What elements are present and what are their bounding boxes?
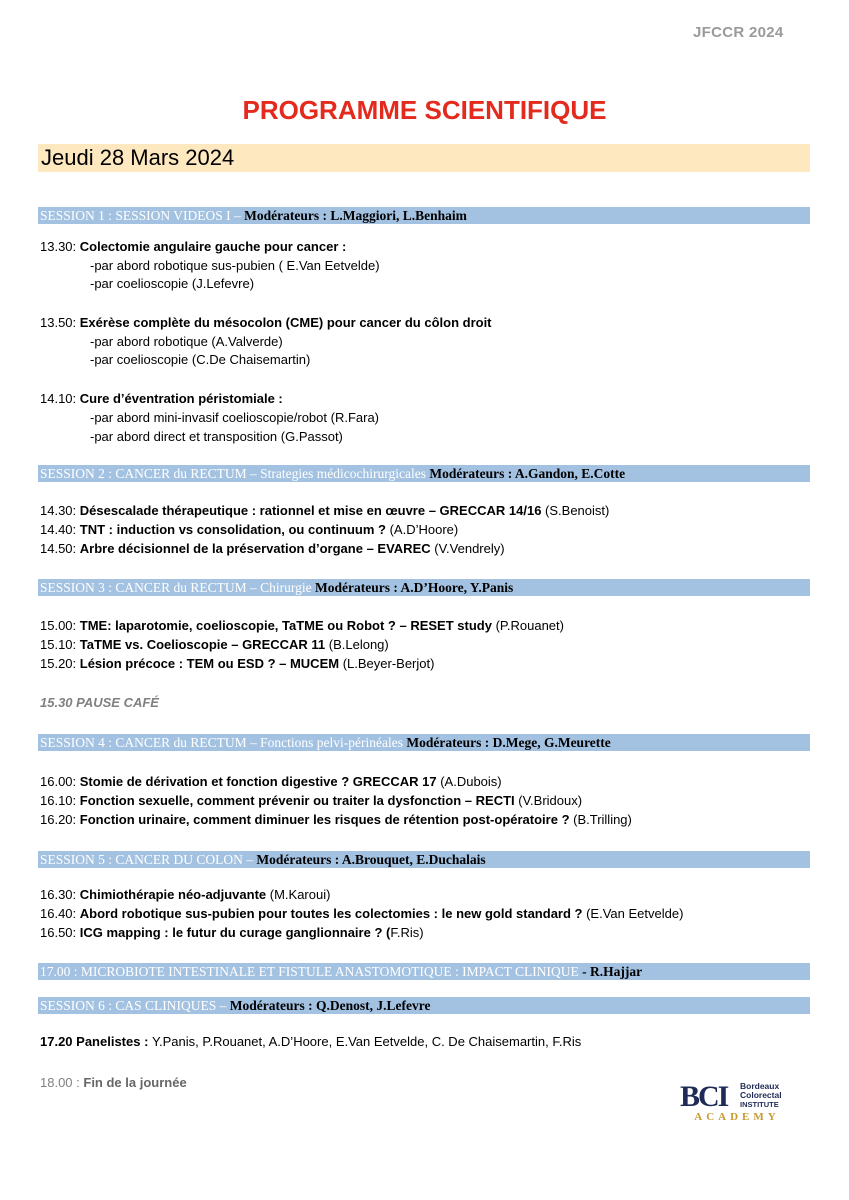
program-item xyxy=(40,239,346,255)
item-speaker: (P.Rouanet) xyxy=(495,618,564,633)
item-speaker: (A.D’Hoore) xyxy=(389,522,459,537)
item-speaker: (L.Beyer-Berjot) xyxy=(342,656,435,671)
program-item xyxy=(40,656,434,672)
date-text: Jeudi 28 Mars 2024 xyxy=(41,145,235,170)
session-label: SESSION 6 : CAS CLINIQUES – xyxy=(40,998,230,1013)
item-title: Colectomie angulaire gauche pour cancer : xyxy=(79,239,347,254)
item-title: TME: laparotomie, coelioscopie, TaTME ou Robot ? – RESET study xyxy=(79,618,496,633)
item-time: 16.20: xyxy=(40,812,80,827)
session-header-4 xyxy=(38,734,810,751)
program-item xyxy=(40,925,424,941)
session-label: SESSION 4 : CANCER du RECTUM – Fonctions pelvi-périnéales xyxy=(40,735,407,750)
panel-lead: 17.20 Panelistes : xyxy=(40,1034,153,1049)
item-title: TaTME vs. Coelioscopie – GRECCAR 11 xyxy=(79,637,329,652)
coffee-break: 15.30 PAUSE CAFÉ xyxy=(40,695,159,710)
logo-line: INSTITUTE xyxy=(740,1100,779,1109)
program-item xyxy=(40,793,582,809)
page-title: PROGRAMME SCIENTIFIQUE xyxy=(242,95,607,125)
session-header-1 xyxy=(38,207,810,224)
program-item xyxy=(40,315,492,331)
item-time: 15.20: xyxy=(40,656,80,671)
date-banner xyxy=(38,144,810,172)
item-speaker: F.Ris) xyxy=(390,925,424,940)
item-time: 14.40: xyxy=(40,522,80,537)
session-label: SESSION 3 : CANCER du RECTUM – Chirurgie xyxy=(40,580,316,595)
session-label: SESSION 2 : CANCER du RECTUM – Strategies médicochirurgicales xyxy=(40,466,430,481)
program-item xyxy=(40,887,330,903)
item-speaker: (A.Dubois) xyxy=(440,774,502,789)
item-title: Arbre décisionnel de la préservation d’organe – EVAREC xyxy=(79,541,435,556)
item-title: Chimiothérapie néo-adjuvante xyxy=(79,887,270,902)
item-title: Désescalade thérapeutique : rationnel et mise en œuvre – GRECCAR 14/16 xyxy=(79,503,546,518)
item-title: Lésion précoce : TEM ou ESD ? – MUCEM xyxy=(79,656,343,671)
item-time: 16.00: xyxy=(40,774,80,789)
item-time: 16.10: xyxy=(40,793,80,808)
session-moderators: Modérateurs : A.Gandon, E.Cotte xyxy=(429,466,626,481)
item-title: Abord robotique sus-pubien pour toutes les colectomies : le new gold standard ? xyxy=(79,906,587,921)
end-time: 18.00 : xyxy=(40,1075,84,1090)
bci-academy-logo xyxy=(678,1080,798,1126)
logo-academy: ACADEMY xyxy=(694,1111,780,1123)
session-moderators: Modérateurs : L.Maggiori, L.Benhaim xyxy=(244,208,467,223)
item-speaker: (E.Van Eetvelde) xyxy=(586,906,684,921)
session-moderators: Modérateurs : Q.Denost, J.Lefevre xyxy=(229,998,431,1013)
session-label: 17.00 : MICROBIOTE INTESTINALE ET FISTULE ANASTOMOTIQUE : IMPACT CLINIQUE xyxy=(40,964,583,979)
panel-names: Y.Panis, P.Rouanet, A.D’Hoore, E.Van Eetvelde, C. De Chaisemartin, F.Ris xyxy=(152,1034,582,1049)
program-item xyxy=(40,503,609,519)
item-speaker: (M.Karoui) xyxy=(269,887,331,902)
item-time: 13.30: xyxy=(40,239,80,254)
logo-line: Colorectal xyxy=(740,1090,782,1100)
session-moderators: Modérateurs : A.Brouquet, E.Duchalais xyxy=(256,852,486,867)
program-item xyxy=(40,774,502,790)
panelists xyxy=(40,1034,581,1050)
program-item xyxy=(40,541,505,557)
program-item xyxy=(40,618,564,634)
program-item xyxy=(40,812,632,828)
item-speaker: (V.Bridoux) xyxy=(518,793,583,808)
item-time: 16.30: xyxy=(40,887,80,902)
item-time: 16.50: xyxy=(40,925,80,940)
day-end xyxy=(40,1075,187,1090)
item-title: Exérèse complète du mésocolon (CME) pour cancer du côlon droit xyxy=(79,315,492,330)
program-item xyxy=(40,522,458,538)
item-time: 14.10: xyxy=(40,391,80,406)
item-title: ICG mapping : le futur du curage ganglionnaire ? ( xyxy=(79,925,391,940)
session-moderators: Modérateurs : D.Mege, G.Meurette xyxy=(406,735,611,750)
session-header-6 xyxy=(38,997,810,1014)
session-moderators: Modérateurs : A.D’Hoore, Y.Panis xyxy=(315,580,514,595)
item-speaker: (S.Benoist) xyxy=(545,503,610,518)
item-title: Fonction sexuelle, comment prévenir ou traiter la dysfonction – RECTI xyxy=(79,793,519,808)
item-title: Fonction urinaire, comment diminuer les risques de rétention post-opératoire ? xyxy=(79,812,574,827)
item-sub: -par abord robotique (A.Valverde) xyxy=(90,334,283,349)
session-moderators: - R.Hajjar xyxy=(582,964,643,979)
item-speaker: (V.Vendrely) xyxy=(434,541,505,556)
session-header-5 xyxy=(38,851,810,868)
item-time: 14.30: xyxy=(40,503,80,518)
session-header-3 xyxy=(38,579,810,596)
item-speaker: (B.Trilling) xyxy=(573,812,632,827)
session-label: SESSION 1 : SESSION VIDEOS I – xyxy=(40,208,245,223)
program-item xyxy=(40,906,683,922)
item-time: 13.50: xyxy=(40,315,80,330)
item-speaker: (B.Lelong) xyxy=(328,637,389,652)
program-item xyxy=(40,391,283,407)
end-label: Fin de la journée xyxy=(83,1075,187,1090)
item-time: 16.40: xyxy=(40,906,80,921)
session-label: SESSION 5 : CANCER DU COLON – xyxy=(40,852,257,867)
item-sub: -par coelioscopie (C.De Chaisemartin) xyxy=(90,352,311,367)
logo-mark: BCI xyxy=(680,1080,728,1113)
item-sub: -par abord robotique sus-pubien ( E.Van Eetvelde) xyxy=(90,258,380,273)
item-sub: -par abord direct et transposition (G.Passot) xyxy=(90,429,343,444)
item-title: Stomie de dérivation et fonction digestive ? GRECCAR 17 xyxy=(79,774,441,789)
logo-line: Bordeaux xyxy=(740,1081,780,1091)
item-time: 15.10: xyxy=(40,637,80,652)
item-title: TNT : induction vs consolidation, ou continuum ? xyxy=(79,522,390,537)
session-header-2 xyxy=(38,465,810,482)
item-time: 14.50: xyxy=(40,541,80,556)
item-sub: -par abord mini-invasif coelioscopie/robot (R.Fara) xyxy=(90,410,380,425)
event-label: JFCCR 2024 xyxy=(693,24,784,41)
item-title: Cure d’éventration péristomiale : xyxy=(79,391,283,406)
program-item xyxy=(40,637,389,653)
item-time: 15.00: xyxy=(40,618,80,633)
item-sub: -par coelioscopie (J.Lefevre) xyxy=(90,276,255,291)
session-header-microbiote xyxy=(38,963,810,980)
